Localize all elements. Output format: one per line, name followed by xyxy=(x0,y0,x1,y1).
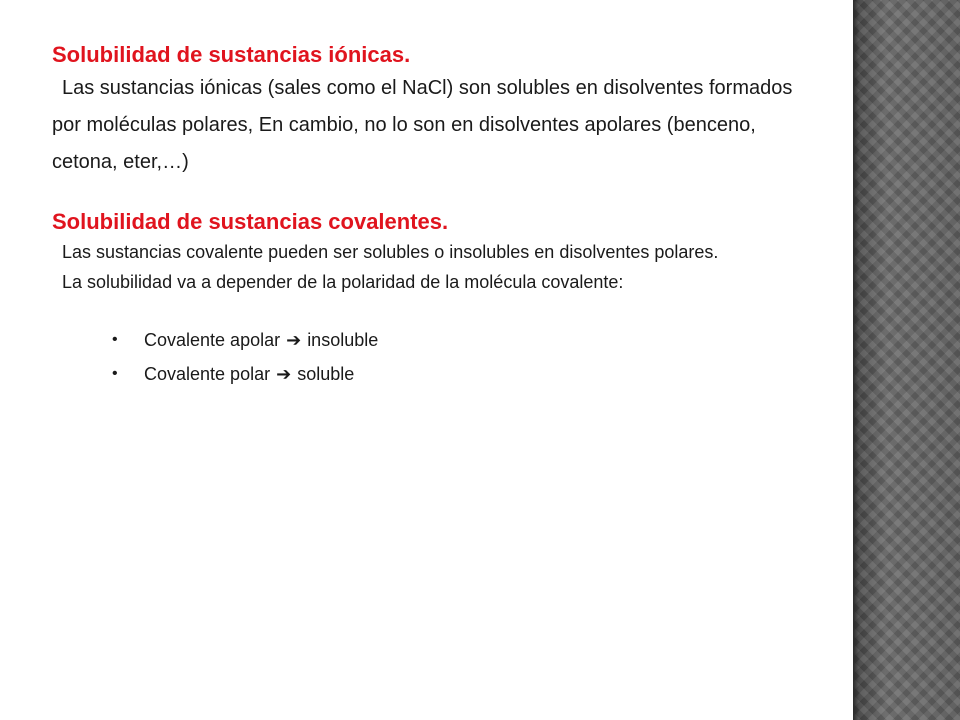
section-covalent xyxy=(52,207,822,391)
paragraph-covalent-2: La solubilidad va a depender de la polaridad de la molécula covalente: xyxy=(62,272,624,292)
paragraph-ionic-solubility: Las sustancias iónicas (sales como el NaCl) son solubles en disolventes formados por moléculas polares, En cambio, no lo son en disolventes apolares (benceno, cetona, eter,…) xyxy=(52,77,793,173)
heading-ionic-solubility: Solubilidad de sustancias iónicas. xyxy=(52,42,411,67)
right-arrow-icon: ➔ xyxy=(276,364,292,384)
bullet-dot-icon: • xyxy=(112,365,118,382)
slide-content xyxy=(52,40,822,391)
paragraph-covalent-1: Las sustancias covalente pueden ser solubles o insolubles en disolventes polares. xyxy=(62,242,719,262)
decorative-side-panel xyxy=(853,0,960,720)
side-panel-shadow xyxy=(853,0,859,720)
bullet-dot-icon: • xyxy=(112,331,118,348)
bullet-left-text: Covalente apolar xyxy=(144,330,281,350)
bullet-left-text: Covalente polar xyxy=(144,364,271,384)
bullet-right-text: soluble xyxy=(297,364,355,384)
bullet-item-apolar xyxy=(112,323,822,357)
bullet-item-polar xyxy=(112,357,822,391)
heading-covalent-solubility: Solubilidad de sustancias covalentes. xyxy=(52,209,449,234)
bullet-list xyxy=(52,323,822,391)
bullet-right-text: insoluble xyxy=(307,330,379,350)
right-arrow-icon: ➔ xyxy=(286,330,302,350)
